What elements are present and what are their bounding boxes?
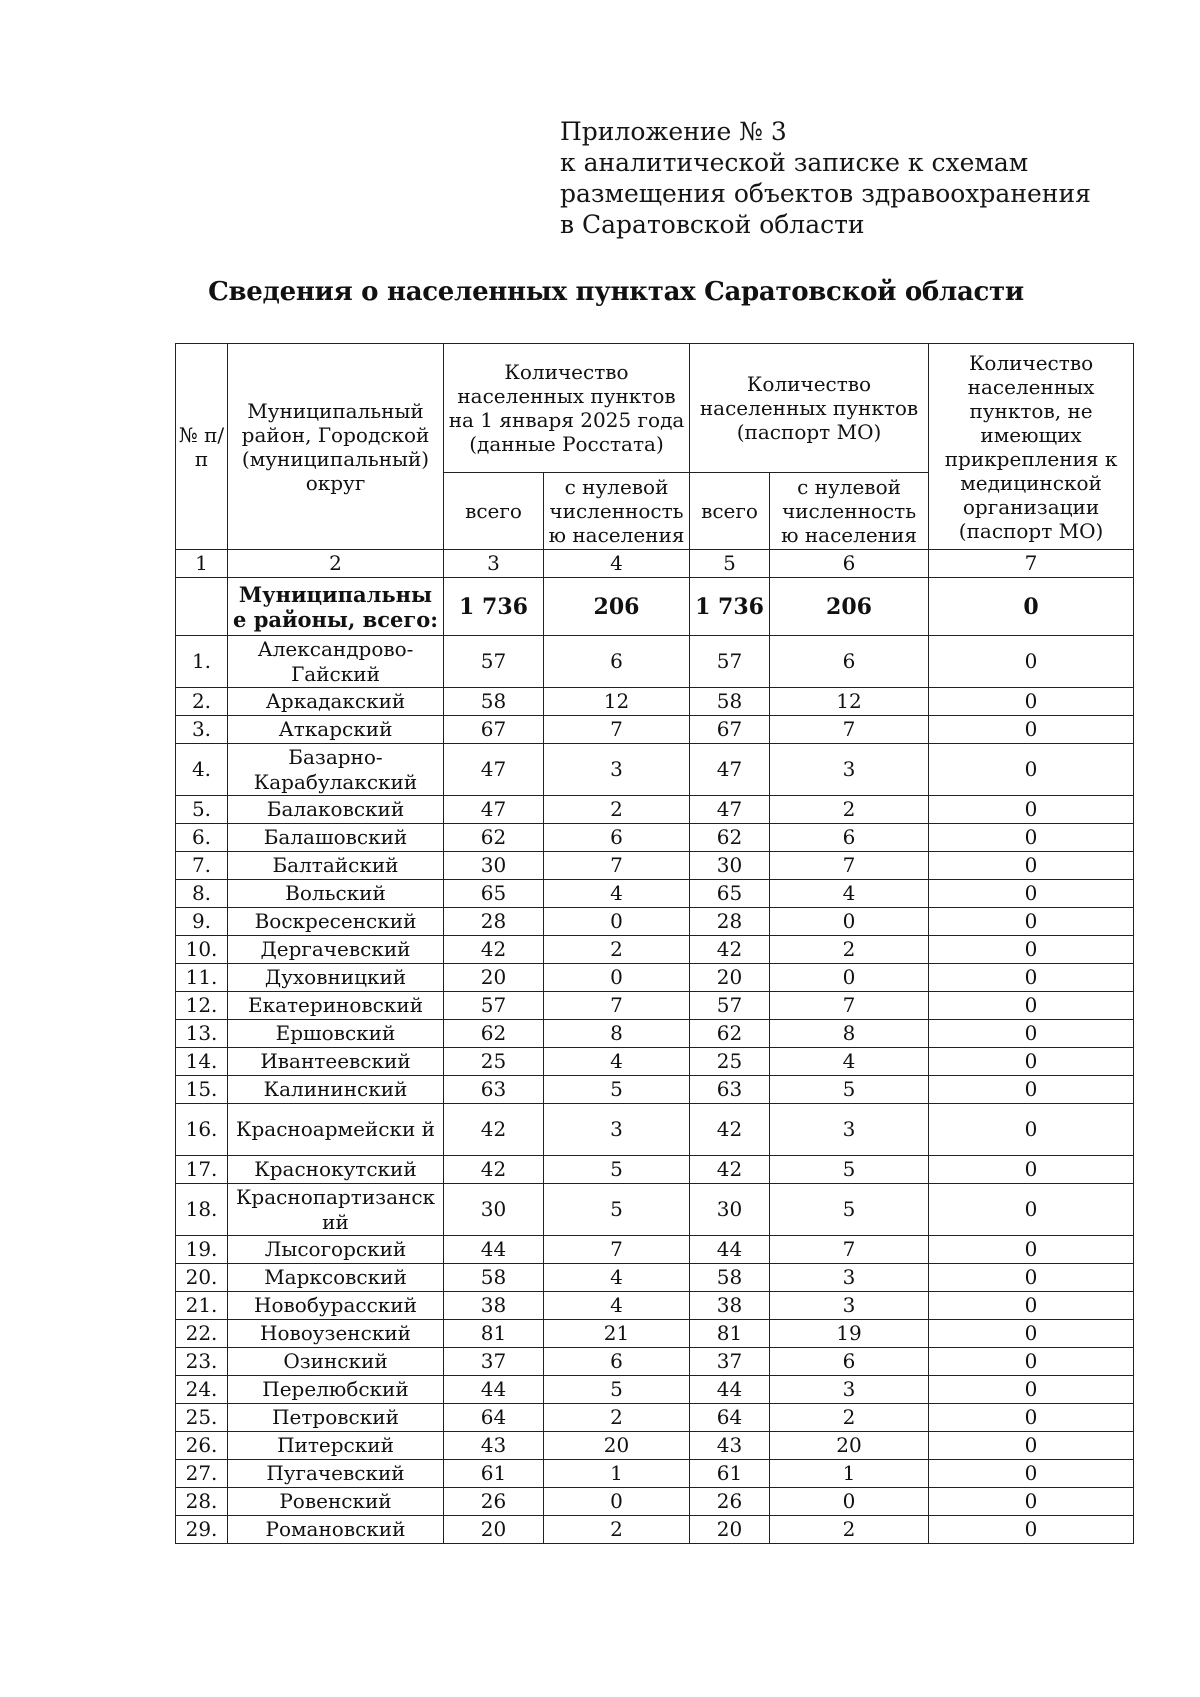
row-passport-zero: 0 bbox=[770, 964, 929, 992]
row-number: 2. bbox=[176, 688, 228, 716]
row-district: Петровский bbox=[228, 1404, 444, 1432]
row-passport-total: 57 bbox=[690, 636, 770, 688]
total-rosstat: 1 736 bbox=[444, 578, 544, 636]
row-passport-total: 65 bbox=[690, 880, 770, 908]
row-rosstat-zero: 0 bbox=[544, 908, 690, 936]
table-row bbox=[176, 1488, 1134, 1516]
table-row bbox=[176, 636, 1134, 688]
row-unattached: 0 bbox=[929, 1104, 1134, 1156]
row-district: Дергачевский bbox=[228, 936, 444, 964]
row-rosstat-zero: 1 bbox=[544, 1460, 690, 1488]
row-number: 29. bbox=[176, 1516, 228, 1544]
row-number: 19. bbox=[176, 1236, 228, 1264]
row-district: Пугачевский bbox=[228, 1460, 444, 1488]
row-unattached: 0 bbox=[929, 1432, 1134, 1460]
row-rosstat-zero: 7 bbox=[544, 992, 690, 1020]
row-unattached: 0 bbox=[929, 824, 1134, 852]
table-row bbox=[176, 744, 1134, 796]
row-passport-total: 47 bbox=[690, 796, 770, 824]
row-rosstat-zero: 7 bbox=[544, 852, 690, 880]
total-rosstat-zero: 206 bbox=[544, 578, 690, 636]
row-district: Новобурасский bbox=[228, 1292, 444, 1320]
row-district: Новоузенский bbox=[228, 1320, 444, 1348]
row-number: 1. bbox=[176, 636, 228, 688]
row-unattached: 0 bbox=[929, 744, 1134, 796]
row-passport-zero: 1 bbox=[770, 1460, 929, 1488]
table-row bbox=[176, 1236, 1134, 1264]
row-passport-total: 43 bbox=[690, 1432, 770, 1460]
column-index: 6 bbox=[770, 550, 929, 578]
header-district: Муниципальный район, Городской (муниципальный) округ bbox=[228, 344, 444, 550]
table-row bbox=[176, 1076, 1134, 1104]
row-unattached: 0 bbox=[929, 1516, 1134, 1544]
row-number: 11. bbox=[176, 964, 228, 992]
row-passport-total: 63 bbox=[690, 1076, 770, 1104]
row-rosstat-total: 58 bbox=[444, 688, 544, 716]
row-passport-total: 20 bbox=[690, 964, 770, 992]
row-unattached: 0 bbox=[929, 1292, 1134, 1320]
row-passport-zero: 7 bbox=[770, 1236, 929, 1264]
row-rosstat-zero: 3 bbox=[544, 1104, 690, 1156]
row-rosstat-zero: 12 bbox=[544, 688, 690, 716]
row-unattached: 0 bbox=[929, 636, 1134, 688]
appendix-line: Приложение № 3 bbox=[560, 117, 787, 146]
row-passport-total: 42 bbox=[690, 1156, 770, 1184]
row-rosstat-total: 25 bbox=[444, 1048, 544, 1076]
row-rosstat-zero: 0 bbox=[544, 964, 690, 992]
row-rosstat-total: 64 bbox=[444, 1404, 544, 1432]
header-row bbox=[176, 344, 1134, 473]
row-number: 15. bbox=[176, 1076, 228, 1104]
row-passport-total: 26 bbox=[690, 1488, 770, 1516]
total-row bbox=[176, 578, 1134, 636]
row-district: Аркадакский bbox=[228, 688, 444, 716]
row-passport-zero: 2 bbox=[770, 1404, 929, 1432]
row-rosstat-zero: 2 bbox=[544, 1404, 690, 1432]
row-number: 13. bbox=[176, 1020, 228, 1048]
row-passport-zero: 8 bbox=[770, 1020, 929, 1048]
row-rosstat-total: 57 bbox=[444, 636, 544, 688]
table-row bbox=[176, 880, 1134, 908]
row-district: Красноармейски й bbox=[228, 1104, 444, 1156]
row-rosstat-total: 44 bbox=[444, 1236, 544, 1264]
row-district: Романовский bbox=[228, 1516, 444, 1544]
row-passport-total: 44 bbox=[690, 1236, 770, 1264]
row-passport-total: 57 bbox=[690, 992, 770, 1020]
table-row bbox=[176, 1104, 1134, 1156]
row-district: Вольский bbox=[228, 880, 444, 908]
table-row bbox=[176, 796, 1134, 824]
row-rosstat-total: 61 bbox=[444, 1460, 544, 1488]
row-rosstat-total: 62 bbox=[444, 824, 544, 852]
row-passport-total: 47 bbox=[690, 744, 770, 796]
row-rosstat-zero: 2 bbox=[544, 1516, 690, 1544]
appendix-line: в Саратовской области bbox=[560, 210, 865, 239]
row-unattached: 0 bbox=[929, 796, 1134, 824]
row-district: Марксовский bbox=[228, 1264, 444, 1292]
header-passport: Количество населенных пунктов (паспорт МО) bbox=[690, 344, 929, 473]
row-passport-zero: 3 bbox=[770, 1376, 929, 1404]
table-row bbox=[176, 936, 1134, 964]
row-passport-zero: 4 bbox=[770, 880, 929, 908]
row-rosstat-zero: 4 bbox=[544, 1264, 690, 1292]
row-number: 14. bbox=[176, 1048, 228, 1076]
row-rosstat-zero: 3 bbox=[544, 744, 690, 796]
row-number: 5. bbox=[176, 796, 228, 824]
table-row bbox=[176, 908, 1134, 936]
row-rosstat-zero: 21 bbox=[544, 1320, 690, 1348]
table-row bbox=[176, 1432, 1134, 1460]
table-row bbox=[176, 1516, 1134, 1544]
header-unattached: Количество населенных пунктов, не имеющих прикрепления к медицинской организации (паспорт МО) bbox=[929, 344, 1134, 550]
row-passport-zero: 5 bbox=[770, 1156, 929, 1184]
total-unattached: 0 bbox=[929, 578, 1134, 636]
table-row bbox=[176, 992, 1134, 1020]
row-district: Ивантеевский bbox=[228, 1048, 444, 1076]
table-row bbox=[176, 964, 1134, 992]
row-number: 24. bbox=[176, 1376, 228, 1404]
row-rosstat-zero: 8 bbox=[544, 1020, 690, 1048]
row-passport-zero: 6 bbox=[770, 1348, 929, 1376]
document-title: Сведения о населенных пунктах Саратовской области bbox=[208, 277, 1024, 307]
column-index: 7 bbox=[929, 550, 1134, 578]
table-row bbox=[176, 1156, 1134, 1184]
row-unattached: 0 bbox=[929, 1156, 1134, 1184]
row-passport-zero: 0 bbox=[770, 908, 929, 936]
row-district: Озинский bbox=[228, 1348, 444, 1376]
row-number: 6. bbox=[176, 824, 228, 852]
appendix-line: к аналитической записке к схемам bbox=[560, 148, 1029, 177]
row-rosstat-total: 38 bbox=[444, 1292, 544, 1320]
row-number: 25. bbox=[176, 1404, 228, 1432]
row-number: 20. bbox=[176, 1264, 228, 1292]
row-passport-total: 38 bbox=[690, 1292, 770, 1320]
row-unattached: 0 bbox=[929, 908, 1134, 936]
row-unattached: 0 bbox=[929, 852, 1134, 880]
subheader-rosstat-zero: с нулевой численность ю населения bbox=[544, 473, 690, 550]
row-passport-total: 42 bbox=[690, 936, 770, 964]
row-district: Базарно-Карабулакский bbox=[228, 744, 444, 796]
total-passport-zero: 206 bbox=[770, 578, 929, 636]
row-district: Балашовский bbox=[228, 824, 444, 852]
row-passport-total: 20 bbox=[690, 1516, 770, 1544]
row-district: Александрово-Гайский bbox=[228, 636, 444, 688]
row-passport-total: 64 bbox=[690, 1404, 770, 1432]
subheader-passport-zero: с нулевой численность ю населения bbox=[770, 473, 929, 550]
appendix-line: размещения объектов здравоохранения bbox=[560, 179, 1091, 208]
settlements-table bbox=[175, 343, 1134, 1544]
row-rosstat-total: 47 bbox=[444, 796, 544, 824]
row-rosstat-total: 67 bbox=[444, 716, 544, 744]
row-passport-zero: 7 bbox=[770, 992, 929, 1020]
row-passport-zero: 2 bbox=[770, 936, 929, 964]
table-row bbox=[176, 1320, 1134, 1348]
row-rosstat-total: 43 bbox=[444, 1432, 544, 1460]
row-rosstat-total: 42 bbox=[444, 936, 544, 964]
table-row bbox=[176, 688, 1134, 716]
row-passport-total: 42 bbox=[690, 1104, 770, 1156]
row-rosstat-total: 44 bbox=[444, 1376, 544, 1404]
row-unattached: 0 bbox=[929, 1404, 1134, 1432]
row-passport-total: 28 bbox=[690, 908, 770, 936]
row-district: Балтайский bbox=[228, 852, 444, 880]
row-unattached: 0 bbox=[929, 1460, 1134, 1488]
row-passport-zero: 3 bbox=[770, 1292, 929, 1320]
row-rosstat-total: 58 bbox=[444, 1264, 544, 1292]
column-index-row bbox=[176, 550, 1134, 578]
table-row bbox=[176, 1376, 1134, 1404]
row-passport-zero: 6 bbox=[770, 636, 929, 688]
row-district: Ершовский bbox=[228, 1020, 444, 1048]
table-row bbox=[176, 1348, 1134, 1376]
header-rosstat: Количество населенных пунктов на 1 января 2025 года (данные Росстата) bbox=[444, 344, 690, 473]
column-index: 4 bbox=[544, 550, 690, 578]
row-passport-total: 61 bbox=[690, 1460, 770, 1488]
row-passport-total: 44 bbox=[690, 1376, 770, 1404]
row-rosstat-total: 63 bbox=[444, 1076, 544, 1104]
total-label: Муниципальны е районы, всего: bbox=[228, 578, 444, 636]
row-unattached: 0 bbox=[929, 1376, 1134, 1404]
row-passport-total: 81 bbox=[690, 1320, 770, 1348]
row-passport-total: 58 bbox=[690, 688, 770, 716]
row-unattached: 0 bbox=[929, 1020, 1134, 1048]
row-rosstat-zero: 6 bbox=[544, 824, 690, 852]
table-row bbox=[176, 716, 1134, 744]
row-passport-total: 30 bbox=[690, 852, 770, 880]
row-passport-zero: 7 bbox=[770, 716, 929, 744]
row-district: Калининский bbox=[228, 1076, 444, 1104]
row-rosstat-total: 20 bbox=[444, 964, 544, 992]
row-number: 21. bbox=[176, 1292, 228, 1320]
row-number: 10. bbox=[176, 936, 228, 964]
appendix-note bbox=[560, 116, 1091, 240]
row-rosstat-total: 42 bbox=[444, 1156, 544, 1184]
row-rosstat-zero: 5 bbox=[544, 1184, 690, 1236]
row-district: Перелюбский bbox=[228, 1376, 444, 1404]
row-number: 26. bbox=[176, 1432, 228, 1460]
row-number: 16. bbox=[176, 1104, 228, 1156]
row-rosstat-zero: 7 bbox=[544, 1236, 690, 1264]
row-district: Балаковский bbox=[228, 796, 444, 824]
table-row bbox=[176, 824, 1134, 852]
row-number: 12. bbox=[176, 992, 228, 1020]
row-passport-zero: 3 bbox=[770, 744, 929, 796]
row-number: 27. bbox=[176, 1460, 228, 1488]
row-passport-zero: 0 bbox=[770, 1488, 929, 1516]
row-unattached: 0 bbox=[929, 880, 1134, 908]
row-number: 18. bbox=[176, 1184, 228, 1236]
row-number: 17. bbox=[176, 1156, 228, 1184]
table-row bbox=[176, 1264, 1134, 1292]
row-passport-zero: 2 bbox=[770, 796, 929, 824]
row-number: 23. bbox=[176, 1348, 228, 1376]
row-rosstat-total: 37 bbox=[444, 1348, 544, 1376]
row-rosstat-zero: 4 bbox=[544, 880, 690, 908]
row-district: Воскресенский bbox=[228, 908, 444, 936]
row-unattached: 0 bbox=[929, 1320, 1134, 1348]
column-index: 5 bbox=[690, 550, 770, 578]
row-number: 28. bbox=[176, 1488, 228, 1516]
table-row bbox=[176, 1460, 1134, 1488]
row-rosstat-zero: 5 bbox=[544, 1076, 690, 1104]
row-district: Лысогорский bbox=[228, 1236, 444, 1264]
row-district: Питерский bbox=[228, 1432, 444, 1460]
row-unattached: 0 bbox=[929, 1048, 1134, 1076]
row-number: 8. bbox=[176, 880, 228, 908]
total-passport: 1 736 bbox=[690, 578, 770, 636]
row-unattached: 0 bbox=[929, 1236, 1134, 1264]
row-number: 3. bbox=[176, 716, 228, 744]
row-rosstat-zero: 4 bbox=[544, 1292, 690, 1320]
row-number: 9. bbox=[176, 908, 228, 936]
row-rosstat-total: 81 bbox=[444, 1320, 544, 1348]
row-rosstat-total: 30 bbox=[444, 1184, 544, 1236]
row-passport-zero: 2 bbox=[770, 1516, 929, 1544]
row-passport-zero: 7 bbox=[770, 852, 929, 880]
row-rosstat-zero: 5 bbox=[544, 1376, 690, 1404]
table-row bbox=[176, 1292, 1134, 1320]
row-unattached: 0 bbox=[929, 964, 1134, 992]
row-unattached: 0 bbox=[929, 688, 1134, 716]
column-index: 1 bbox=[176, 550, 228, 578]
row-rosstat-zero: 6 bbox=[544, 1348, 690, 1376]
row-rosstat-total: 28 bbox=[444, 908, 544, 936]
row-passport-zero: 5 bbox=[770, 1076, 929, 1104]
table-row bbox=[176, 1020, 1134, 1048]
row-rosstat-total: 62 bbox=[444, 1020, 544, 1048]
row-passport-zero: 4 bbox=[770, 1048, 929, 1076]
row-district: Аткарский bbox=[228, 716, 444, 744]
table-row bbox=[176, 1404, 1134, 1432]
row-unattached: 0 bbox=[929, 1488, 1134, 1516]
row-rosstat-zero: 4 bbox=[544, 1048, 690, 1076]
table-row bbox=[176, 1184, 1134, 1236]
row-passport-total: 62 bbox=[690, 824, 770, 852]
column-index: 2 bbox=[228, 550, 444, 578]
row-unattached: 0 bbox=[929, 716, 1134, 744]
row-rosstat-total: 42 bbox=[444, 1104, 544, 1156]
row-rosstat-zero: 5 bbox=[544, 1156, 690, 1184]
row-unattached: 0 bbox=[929, 1348, 1134, 1376]
row-passport-zero: 19 bbox=[770, 1320, 929, 1348]
row-rosstat-total: 26 bbox=[444, 1488, 544, 1516]
row-unattached: 0 bbox=[929, 936, 1134, 964]
subheader-passport-total: всего bbox=[690, 473, 770, 550]
row-passport-zero: 3 bbox=[770, 1104, 929, 1156]
row-rosstat-total: 20 bbox=[444, 1516, 544, 1544]
row-district: Краснопартизанск ий bbox=[228, 1184, 444, 1236]
row-passport-total: 30 bbox=[690, 1184, 770, 1236]
row-number: 4. bbox=[176, 744, 228, 796]
row-passport-zero: 3 bbox=[770, 1264, 929, 1292]
row-number: 7. bbox=[176, 852, 228, 880]
row-passport-zero: 5 bbox=[770, 1184, 929, 1236]
row-rosstat-zero: 20 bbox=[544, 1432, 690, 1460]
row-number: 22. bbox=[176, 1320, 228, 1348]
row-district: Екатериновский bbox=[228, 992, 444, 1020]
column-index: 3 bbox=[444, 550, 544, 578]
row-passport-zero: 20 bbox=[770, 1432, 929, 1460]
row-rosstat-zero: 2 bbox=[544, 796, 690, 824]
row-unattached: 0 bbox=[929, 1076, 1134, 1104]
row-passport-zero: 12 bbox=[770, 688, 929, 716]
row-unattached: 0 bbox=[929, 992, 1134, 1020]
row-rosstat-total: 57 bbox=[444, 992, 544, 1020]
row-rosstat-total: 47 bbox=[444, 744, 544, 796]
row-district: Краснокутский bbox=[228, 1156, 444, 1184]
table-row bbox=[176, 852, 1134, 880]
row-unattached: 0 bbox=[929, 1264, 1134, 1292]
header-num: № п/ п bbox=[176, 344, 228, 550]
row-passport-total: 62 bbox=[690, 1020, 770, 1048]
row-rosstat-total: 65 bbox=[444, 880, 544, 908]
row-district: Ровенский bbox=[228, 1488, 444, 1516]
row-passport-total: 67 bbox=[690, 716, 770, 744]
row-rosstat-zero: 6 bbox=[544, 636, 690, 688]
row-district: Духовницкий bbox=[228, 964, 444, 992]
row-rosstat-zero: 2 bbox=[544, 936, 690, 964]
row-rosstat-total: 30 bbox=[444, 852, 544, 880]
row-passport-total: 37 bbox=[690, 1348, 770, 1376]
row-passport-total: 25 bbox=[690, 1048, 770, 1076]
subheader-rosstat-total: всего bbox=[444, 473, 544, 550]
row-rosstat-zero: 7 bbox=[544, 716, 690, 744]
row-passport-total: 58 bbox=[690, 1264, 770, 1292]
row-passport-zero: 6 bbox=[770, 824, 929, 852]
row-unattached: 0 bbox=[929, 1184, 1134, 1236]
table-row bbox=[176, 1048, 1134, 1076]
row-rosstat-zero: 0 bbox=[544, 1488, 690, 1516]
total-num bbox=[176, 578, 228, 636]
